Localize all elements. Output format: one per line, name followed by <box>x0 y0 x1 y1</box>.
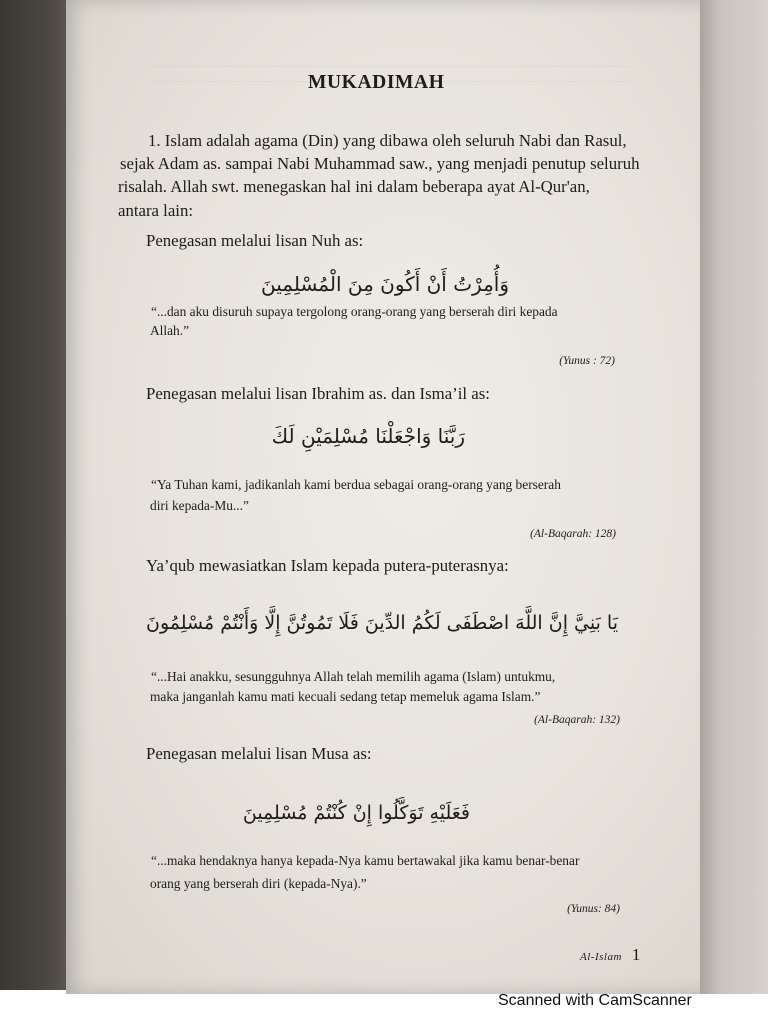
reference-ibrahim: (Al-Baqarah: 128) <box>530 528 616 540</box>
section-heading-musa: Penegasan melalui lisan Musa as: <box>146 744 372 763</box>
quote-line-ibrahim-2: diri kepada-Mu...” <box>150 498 249 513</box>
intro-line-3: risalah. Allah swt. menegaskan hal ini dalam beberapa ayat Al-Qur'an, <box>118 177 590 196</box>
quote-line-nuh-2: Allah.” <box>150 323 190 338</box>
quote-line-musa-1: “...maka hendaknya hanya kepada-Nya kamu bertawakal jika kamu benar-benar <box>151 853 580 868</box>
page-number: 1 <box>631 945 641 964</box>
arabic-verse-nuh: وَأُمِرْتُ أَنْ أَكُونَ مِنَ الْمُسْلِمِينَ <box>261 272 509 296</box>
section-heading-yaqub: Ya’qub mewasiatkan Islam kepada putera-puterasnya: <box>146 556 509 575</box>
reference-nuh: (Yunus : 72) <box>559 355 615 367</box>
arabic-verse-yaqub: يَا بَنِيَّ إِنَّ اللَّهَ اصْطَفَى لَكُمُ الدِّينَ فَلَا تَمُوتُنَّ إِلَّا وَأَنْتُمْ مُسْلِمُونَ <box>146 612 618 634</box>
section-heading-nuh: Penegasan melalui lisan Nuh as: <box>146 231 364 250</box>
page-title: MUKADIMAH <box>308 72 445 93</box>
arabic-verse-musa: فَعَلَيْهِ تَوَكَّلُوا إِنْ كُنْتُمْ مُسْلِمِينَ <box>242 802 470 824</box>
quote-line-ibrahim-1: “Ya Tuhan kami, jadikanlah kami berdua sebagai orang-orang yang berserah <box>151 477 561 492</box>
reference-musa: (Yunus: 84) <box>567 903 620 915</box>
page-edge <box>700 0 768 994</box>
section-heading-ibrahim: Penegasan melalui lisan Ibrahim as. dan Isma’il as: <box>146 384 490 403</box>
footer-book-title: Al-Islam <box>580 951 622 963</box>
intro-line-4: antara lain: <box>118 201 194 220</box>
quote-line-nuh-1: “...dan aku disuruh supaya tergolong orang-orang yang berserah diri kepada <box>151 304 558 319</box>
quote-line-yaqub-2: maka janganlah kamu mati kecuali sedang tetap memeluk agama Islam.” <box>150 689 541 704</box>
intro-line-1: 1. Islam adalah agama (Din) yang dibawa oleh seluruh Nabi dan Rasul, <box>148 131 627 150</box>
reference-yaqub: (Al-Baqarah: 132) <box>534 714 620 726</box>
quote-line-yaqub-1: “...Hai anakku, sesungguhnya Allah telah memilih agama (Islam) untukmu, <box>151 669 556 684</box>
camscanner-watermark: Scanned with CamScanner <box>498 992 692 1009</box>
intro-line-2: sejak Adam as. sampai Nabi Muhammad saw., yang menjadi penutup seluruh <box>120 154 640 173</box>
arabic-verse-ibrahim: رَبَّنَا وَاجْعَلْنَا مُسْلِمَيْنِ لَكَ <box>271 424 465 448</box>
quote-line-musa-2: orang yang berserah diri (kepada-Nya).” <box>150 876 367 891</box>
page-footer <box>580 945 640 965</box>
